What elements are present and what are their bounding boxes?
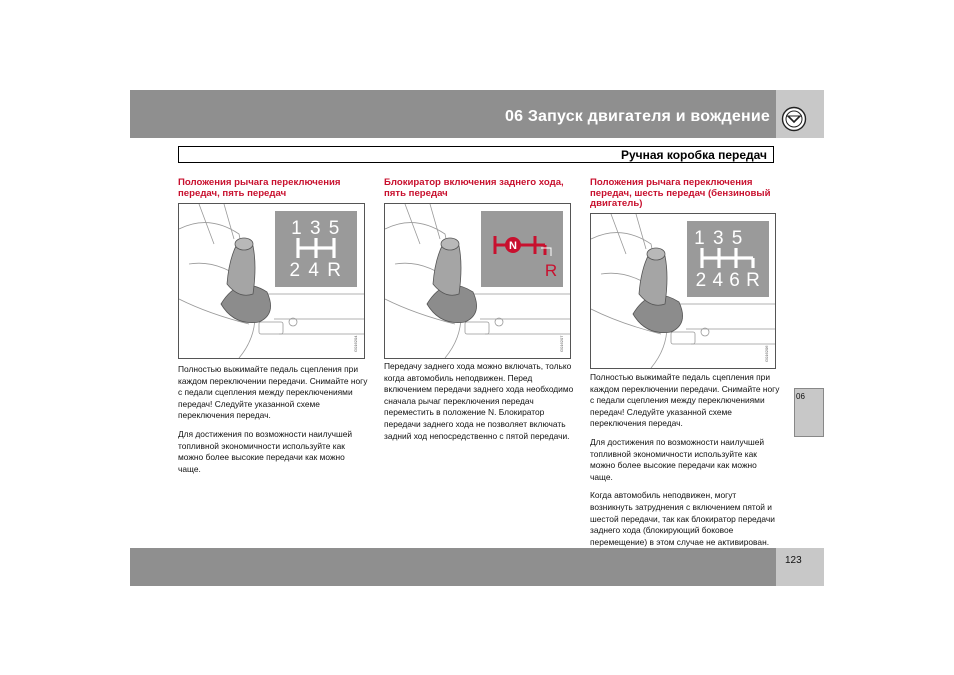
figure-six-speed-pattern <box>590 213 776 369</box>
figure-reverse-lock <box>384 203 571 359</box>
column-title-reverse-lock: Блокиратор включения заднего хода, пять передач <box>384 177 564 199</box>
gear-lever-illustration <box>633 248 683 333</box>
column-text-reverse-lock <box>384 361 574 449</box>
paragraph: Для достижения по возможности наилучшей топливной экономичности используйте как можно более высокие передачи как можно чаще. <box>590 436 765 482</box>
section-title: Ручная коробка передач <box>620 148 767 162</box>
figure-code: G016207 <box>559 335 564 352</box>
figure-code: G016206 <box>764 345 769 362</box>
chapter-title: 06 Запуск двигателя и вождение <box>504 108 770 125</box>
paragraph: Для достижения по возможности наилучшей топливной экономичности используйте как можно более высокие передачи как можно чаще. <box>178 428 353 474</box>
footer-page-area <box>776 548 824 586</box>
chapter-side-tab <box>794 388 824 437</box>
column-text-six-speed <box>590 372 780 555</box>
reverse-label: R <box>544 261 558 280</box>
column-title-five-speed: Положения рычага переключения передач, пять передач <box>178 177 341 199</box>
paragraph: Полностью выжимайте педаль сцепления при каждом переключении передачи. Снимайте ногу с педали сцепления между переключениями передач! Следуйте указанной схеме переключения передач. <box>590 372 780 429</box>
paragraph: Когда автомобиль неподвижен, могут возникнуть затруднения с включением пятой и шестой передачи, так как блокиратор передачи заднего хода (блокирующий боковое перемещение) в этом случае не активирован. <box>590 490 775 547</box>
gear-lever-illustration <box>221 238 271 323</box>
paragraph: Передачу заднего хода можно включать, только когда автомобиль неподвижен. Перед включением передачи заднего хода необходимо сначала рычаг переключения передач переместить в положение N. Блокиратор передачи заднего хода не позволяет включать задний ход непосредственно с пятой передачи. <box>384 361 574 441</box>
pattern-top-gears: 1 3 5 <box>694 228 744 249</box>
neutral-label: N <box>509 240 517 252</box>
column-text-five-speed <box>178 364 368 482</box>
figure-code: G016204 <box>353 335 358 352</box>
figure-five-speed-pattern <box>178 203 365 359</box>
gear-lever-illustration <box>427 238 477 323</box>
pattern-bottom-gears: 2 4 6 R <box>695 270 761 291</box>
volvo-logo-icon <box>781 106 807 132</box>
paragraph: Полностью выжимайте педаль сцепления при каждом переключении передачи. Снимайте ногу с педали сцепления между переключениями передач! Следуйте указанной схеме переключения передач. <box>178 364 368 421</box>
column-title-six-speed: Положения рычага переключения передач, шесть передач (бензиновый двигатель) <box>590 177 771 209</box>
footer-band <box>130 548 776 586</box>
page-number: 123 <box>785 555 802 566</box>
pattern-bottom-gears: 2 4 R <box>289 260 343 281</box>
pattern-top-gears: 1 3 5 <box>291 218 341 239</box>
section-bar <box>178 146 774 163</box>
side-tab-label: 06 <box>796 392 805 401</box>
